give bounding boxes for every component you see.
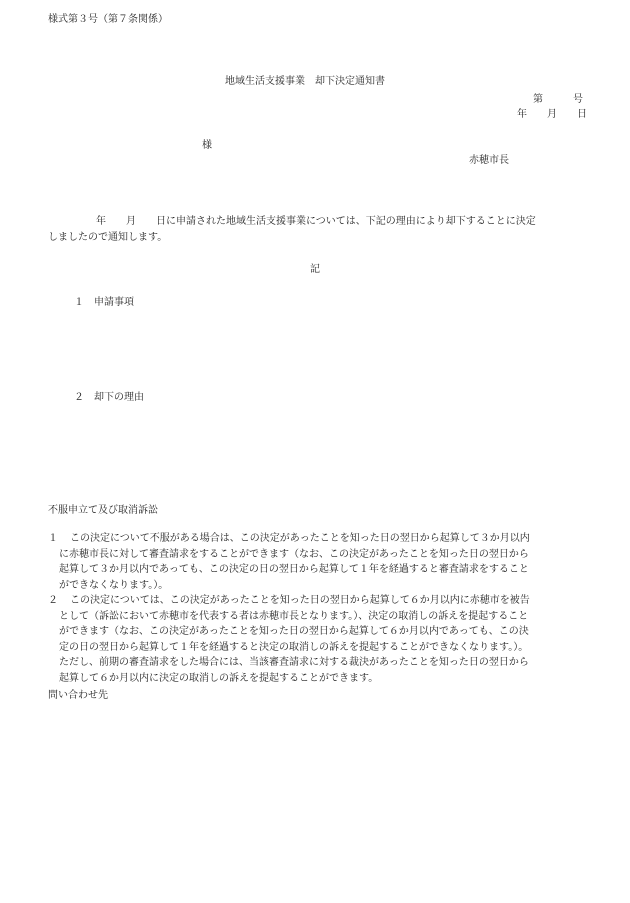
appeal-item-1: [48, 531, 593, 593]
appeal-item-line: この決定については、この決定があったことを知った日の翌日から起算して６か月以内に赤穂市を被告: [70, 595, 530, 606]
appeal-item-line: ができます（なお、この決定があったことを知った日の翌日から起算して６か月以内であっても、この決: [59, 626, 529, 637]
section-rejection-reason: ２ 却下の理由: [74, 392, 144, 403]
appeal-item-number: １: [48, 533, 58, 544]
section-application-matters: １ 申請事項: [74, 297, 134, 308]
intro-line-2: しましたので通知します。: [48, 231, 168, 243]
issue-date: 年 月 日: [517, 109, 587, 120]
appeal-item-line: として（訴訟において赤穂市を代表する者は赤穂市長となります。）、決定の取消しの訴えを提起すること: [59, 610, 529, 622]
appeal-item-line: 起算して６か月以内に決定の取消しの訴えを提起することができます。: [59, 672, 379, 684]
appeal-item-line: 定の日の翌日から起算して１年を経過すると決定の取消しの訴えを提起することができなくなります。）。: [59, 641, 529, 653]
document-title: 地域生活支援事業 却下決定通知書: [225, 76, 385, 87]
intro-line-1: 年 月 日に申請された地域生活支援事業については、下記の理由により却下することに決定: [86, 216, 536, 227]
appeal-item-line: に赤穂市長に対して審査請求をすることができます（なお、この決定があったことを知った日の翌日から: [59, 548, 529, 560]
document-number: 第 号: [533, 94, 583, 105]
form-label: 様式第３号（第７条関係）: [48, 14, 168, 25]
appeal-list: [48, 531, 593, 686]
issuer-name: 赤穂市長: [469, 155, 509, 166]
appeal-item-line: ただし、前期の審査請求をした場合には、当該審査請求に対する裁決があったことを知った日の翌日から: [59, 657, 529, 668]
appeal-item-number: ２: [48, 595, 58, 606]
intro-paragraph: [48, 214, 588, 245]
appeal-item-line: 起算して３か月以内であっても、この決定の日の翌日から起算して１年を経過すると審査請求をすること: [59, 564, 529, 575]
ki-note: 記: [310, 264, 320, 275]
appeal-item-line: ができなくなります。）。: [59, 579, 169, 591]
appeal-item-line: この決定について不服がある場合は、この決定があったことを知った日の翌日から起算して３か月以内: [70, 533, 530, 544]
recipient-honorific: 様: [202, 140, 212, 151]
appeal-heading: 不服申立て及び取消訴訟: [48, 505, 158, 516]
appeal-item-2: [48, 593, 593, 686]
contact-label: 問い合わせ先: [48, 690, 108, 701]
